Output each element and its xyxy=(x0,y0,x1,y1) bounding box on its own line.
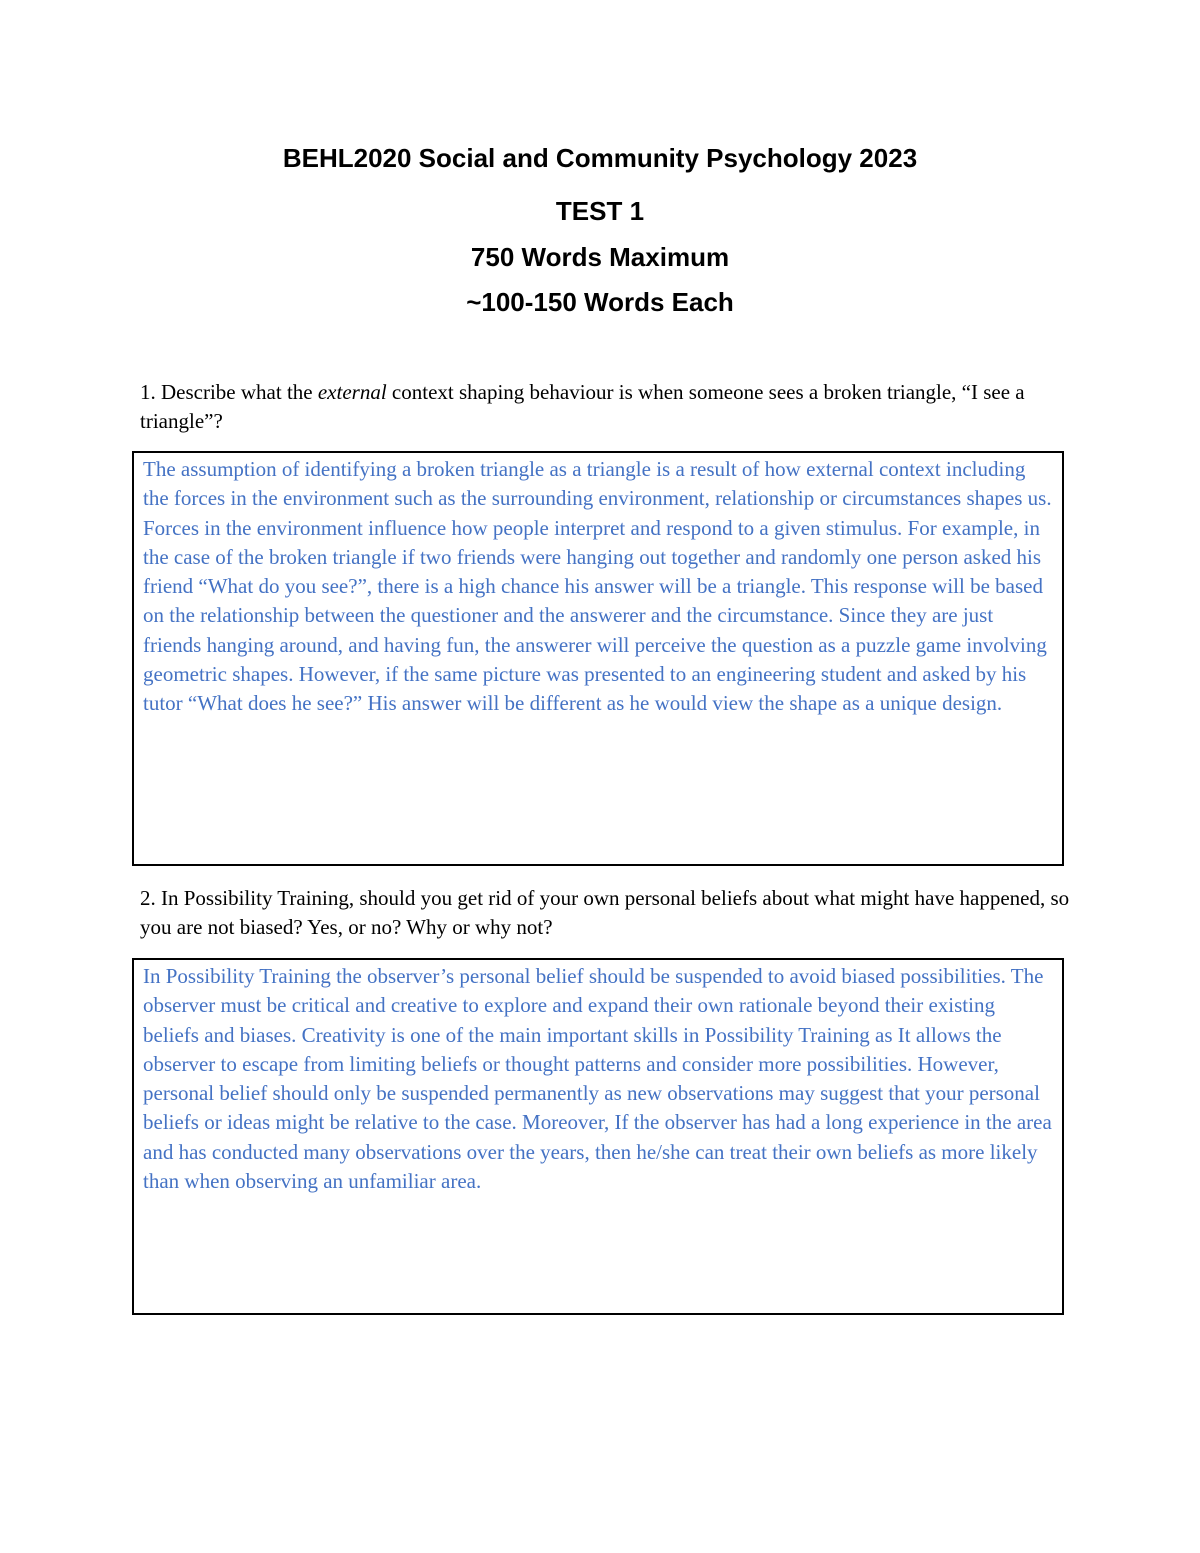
question-1 xyxy=(140,378,1070,436)
answer-2-text: In Possibility Training the observer’s personal belief should be suspended to avoid biased possibilities. The observer must be critical and creative to explore and expand their own rationale beyond their existing beliefs and biases. Creativity is one of the main important skills in Possibility Training as It allows the observer to escape from limiting beliefs or thought patterns and consider more possibilities. However, personal belief should only be suspended permanently as new observations may suggest that your personal beliefs or ideas might be relative to the case. Moreover, If the observer has had a long experience in the area and has conducted many observations over the years, then he/she can treat their own beliefs as more likely than when observing an unfamiliar area. xyxy=(143,964,1052,1194)
test-label: TEST 1 xyxy=(555,196,645,226)
per-question-limit: ~100-150 Words Each xyxy=(466,287,734,317)
answer-box-2 xyxy=(132,958,1064,1315)
question-2: 2. In Possibility Training, should you get rid of your own personal beliefs about what might have happened, so you are not biased? Yes, or no? Why or why not? xyxy=(140,886,1070,939)
question-1-suffix: context shaping behaviour is when someone sees a broken triangle, “I see a triangle”? xyxy=(140,380,1025,433)
answer-1-text: The assumption of identifying a broken triangle as a triangle is a result of how external context including the forces in the environment such as the surrounding environment, relationship or circumstances shapes us. Forces in the environment influence how people interpret and respond to a given stimulus. For example, in the case of the broken triangle if two friends were hanging out together and randomly one person asked his friend “What do you see?”, there is a high chance his answer will be a triangle. This response will be based on the relationship between the questioner and the answerer and the circumstance. Since they are just friends hanging around, and having fun, the answerer will perceive the question as a puzzle game involving geometric shapes. However, if the same picture was presented to an engineering student and asked by his tutor “What does he see?” His answer will be different as he would view the shape as a unique design. xyxy=(143,457,1052,716)
answer-box-1 xyxy=(132,451,1064,866)
word-limit: 750 Words Maximum xyxy=(470,242,730,272)
question-1-emphasis: external xyxy=(317,380,387,404)
course-title: BEHL2020 Social and Community Psychology 2023 xyxy=(282,143,918,173)
question-1-prefix: 1. Describe what the xyxy=(140,380,318,404)
